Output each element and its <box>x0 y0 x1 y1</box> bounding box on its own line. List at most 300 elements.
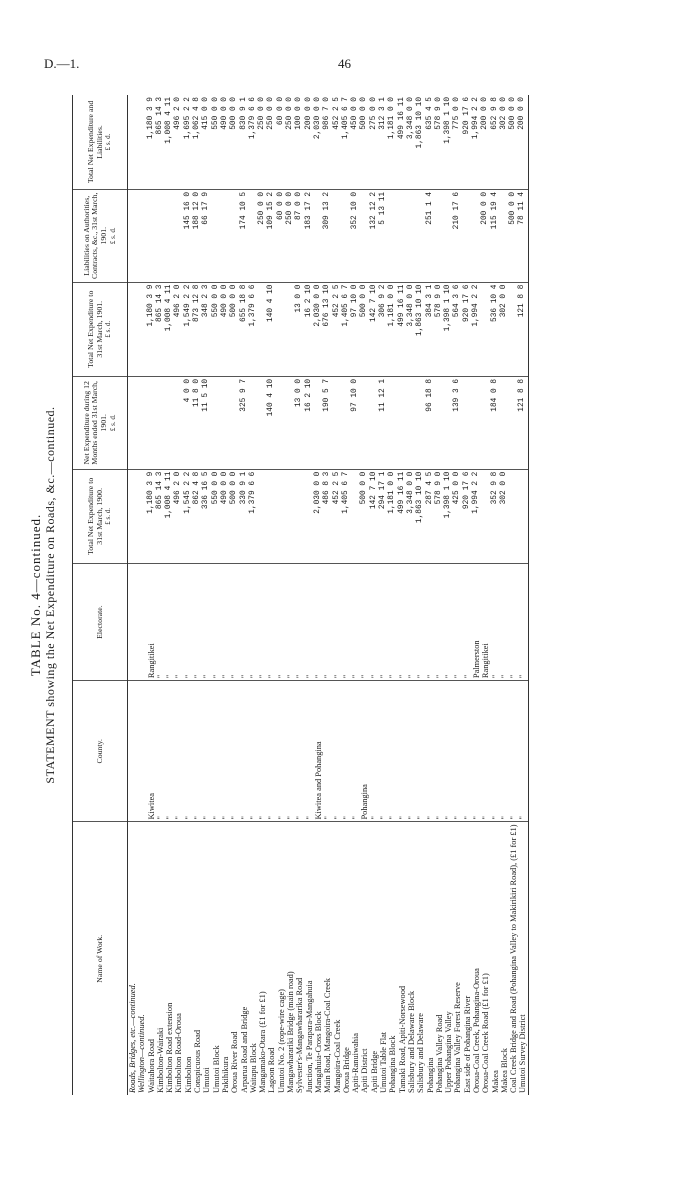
table-cell: " <box>370 681 379 822</box>
table-cell: 452 2 5 <box>333 95 342 189</box>
table-cell: Umutoi Survey District <box>518 822 528 1095</box>
table-row <box>174 95 183 1095</box>
table-cell: " <box>463 681 472 822</box>
table-cell <box>435 189 444 282</box>
table-cell: 1,863 10 10 <box>416 282 425 376</box>
table-cell <box>398 376 407 469</box>
table-row <box>444 95 453 1095</box>
table-cell: " <box>193 681 202 822</box>
table-cell: " <box>165 681 174 822</box>
table-cell <box>333 376 342 469</box>
table-cell: Sylvester's-Mangawhararika Road <box>295 977 305 1093</box>
col-header-county: County. <box>73 681 128 822</box>
table-row <box>398 95 407 1095</box>
table-cell: 16 2 10 <box>305 376 314 469</box>
table-cell: Umutoi No. 2 (rope-wire cage) <box>276 989 286 1093</box>
table-cell: 1,863 10 10 <box>416 469 425 563</box>
table-cell: 496 2 0 <box>174 469 183 563</box>
table-cell: 306 9 2 <box>379 282 388 376</box>
table-cell: " <box>267 681 276 822</box>
table-cell: 1,379 6 6 <box>249 282 258 376</box>
table-cell: 1,695 2 2 <box>184 95 193 189</box>
table-cell: Makea Block <box>499 1048 509 1093</box>
table-cell <box>128 681 138 822</box>
table-cell: " <box>388 681 397 822</box>
table-cell: 1,405 6 7 <box>342 282 351 376</box>
table-cell: Junction, Te Parapara-Mangahuia <box>304 980 314 1093</box>
table-cell: Umutoi Block <box>211 1045 221 1093</box>
table-cell: Lagoon Road <box>267 1047 277 1093</box>
table-cell: 302 0 0 <box>500 95 509 189</box>
table-cell: 500 0 0 <box>230 95 239 189</box>
table-row <box>202 95 211 1095</box>
table-cell: " <box>184 564 193 681</box>
table-cell: Kimbolton <box>183 1056 193 1093</box>
table-cell: 500 0 0 <box>360 95 369 189</box>
table-row <box>351 95 360 1095</box>
table-row <box>388 95 397 1095</box>
table-cell: " <box>444 681 453 822</box>
table-row <box>370 95 379 1095</box>
table-cell: " <box>295 564 304 681</box>
table-cell: " <box>481 681 490 822</box>
table-cell: 3,348 0 0 <box>407 95 416 189</box>
page-number: 46 <box>338 56 351 71</box>
table-cell <box>463 189 472 282</box>
table-row <box>165 95 174 1095</box>
table-cell: Pakihikura <box>220 1056 230 1093</box>
col-header-net-12-months: Net Expenditure during 12 Months ended 31st March, 1901. £ s. d. <box>73 376 128 469</box>
table-cell: " <box>500 681 509 822</box>
table-cell: 188 12 0 <box>193 189 202 282</box>
table-cell: " <box>258 681 267 822</box>
table-cell <box>137 681 146 822</box>
table-cell: Kiwitea <box>147 681 156 822</box>
table-cell <box>388 189 397 282</box>
table-cell: Mangawharariki Bridge (main road) <box>286 971 296 1093</box>
table-cell <box>165 189 174 282</box>
table-cell: 415 0 0 <box>202 95 211 189</box>
table-cell: 3,348 0 0 <box>407 282 416 376</box>
table-cell: " <box>370 564 379 681</box>
table-cell: 676 13 10 <box>323 282 332 376</box>
table-cell: 500 0 0 <box>509 189 518 282</box>
table-cell <box>137 95 146 189</box>
col-header-total-1901: Total Net Expenditure to 31st March, 1901. £ s. d. <box>73 282 128 376</box>
table-cell: 452 2 5 <box>333 469 342 563</box>
col-header-total-1900: Total Net Expenditure to 31st March, 1900. £ s. d. <box>73 469 128 563</box>
table-cell: " <box>351 564 360 681</box>
table-cell: 200 0 0 <box>481 95 490 189</box>
table-cell <box>295 469 304 563</box>
table-cell: Makea <box>490 1070 500 1093</box>
table-cell: 652 9 8 <box>491 95 500 189</box>
table-cell: Kimbolton Road-Oroua <box>174 1013 184 1093</box>
table-cell <box>230 189 239 282</box>
table-cell: 5 13 11 <box>379 189 388 282</box>
table-cell <box>481 469 490 563</box>
table-cell <box>518 469 528 563</box>
table-cell <box>174 189 183 282</box>
table-cell: 499 16 11 <box>398 469 407 563</box>
table-cell: " <box>323 681 332 822</box>
table-cell: " <box>305 681 314 822</box>
table-cell: 384 3 1 <box>426 282 435 376</box>
table-cell: " <box>407 564 416 681</box>
table-cell <box>286 376 295 469</box>
table-cell: 11 8 0 <box>193 376 202 469</box>
table-cell <box>416 189 425 282</box>
table-cell: 536 10 4 <box>491 282 500 376</box>
table-cell <box>342 376 351 469</box>
table-cell <box>128 469 138 563</box>
table-cell: 139 3 6 <box>453 376 462 469</box>
table-cell: 578 9 0 <box>435 282 444 376</box>
table-row <box>221 95 230 1095</box>
table-cell: 2,030 0 0 <box>314 95 323 189</box>
table-cell <box>463 376 472 469</box>
table-cell: 1,008 4 11 <box>165 95 174 189</box>
table-row <box>249 95 258 1095</box>
table-cell: 490 0 0 <box>221 469 230 563</box>
table-cell: Oroua Bridge <box>341 1047 351 1093</box>
table-cell: Umutoi <box>202 1067 212 1093</box>
table-row <box>500 95 509 1095</box>
table-cell: " <box>435 681 444 822</box>
expenditure-table <box>72 95 529 1095</box>
table-cell: 550 0 0 <box>212 469 221 563</box>
table-cell: 302 0 0 <box>500 469 509 563</box>
table-cell: 121 8 8 <box>518 376 528 469</box>
table-row <box>295 95 304 1095</box>
table-cell: 865 14 3 <box>156 469 165 563</box>
table-cell: 302 0 0 <box>500 282 509 376</box>
table-cell: 87 0 0 <box>295 189 304 282</box>
table-cell: 97 10 0 <box>351 282 360 376</box>
table-cell: Waitapu Block <box>248 1043 258 1093</box>
table-title: TABLE No. 4—continued. <box>28 513 43 677</box>
table-cell <box>333 189 342 282</box>
table-header-row <box>73 95 128 1095</box>
table-cell <box>472 376 481 469</box>
table-cell <box>128 376 138 469</box>
table-cell: " <box>518 564 528 681</box>
table-cell: 635 4 5 <box>426 95 435 189</box>
table-cell: 1,181 0 0 <box>388 282 397 376</box>
table-cell: " <box>426 564 435 681</box>
table-cell <box>388 376 397 469</box>
table-cell: 1,181 0 0 <box>388 469 397 563</box>
table-cell: 578 9 0 <box>435 469 444 563</box>
table-cell: Apiti-Ranuiwahia <box>351 1032 361 1093</box>
table-cell: 140 4 10 <box>267 376 276 469</box>
table-cell: 100 0 0 <box>295 95 304 189</box>
table-cell: 11 12 1 <box>379 376 388 469</box>
table-cell: 250 0 0 <box>286 95 295 189</box>
table-cell <box>286 469 295 563</box>
table-cell: " <box>416 564 425 681</box>
col-header-work: Name of Work. <box>73 822 128 1095</box>
table-cell: 145 16 0 <box>184 189 193 282</box>
table-cell <box>481 376 490 469</box>
table-cell <box>500 376 509 469</box>
table-row <box>453 95 462 1095</box>
table-cell: " <box>453 681 462 822</box>
table-cell: 250 0 0 <box>258 95 267 189</box>
table-cell: Apiti Bridge <box>369 1050 379 1093</box>
table-cell: " <box>165 564 174 681</box>
table-cell: " <box>174 681 183 822</box>
table-cell: 1,398 1 10 <box>444 469 453 563</box>
table-cell: " <box>500 564 509 681</box>
table-cell: 200 0 0 <box>481 189 490 282</box>
table-cell: 500 0 0 <box>360 469 369 563</box>
table-cell: 250 0 0 <box>267 95 276 189</box>
table-cell: 425 0 0 <box>453 469 462 563</box>
table-cell: " <box>333 681 342 822</box>
table-cell: 3,348 0 0 <box>407 469 416 563</box>
table-cell <box>314 376 323 469</box>
table-cell <box>314 189 323 282</box>
table-cell: 140 4 10 <box>267 282 276 376</box>
table-cell: 1,181 0 0 <box>388 95 397 189</box>
table-cell: 450 0 0 <box>351 95 360 189</box>
table-cell: 500 0 0 <box>230 282 239 376</box>
table-cell: 830 9 1 <box>240 95 249 189</box>
table-cell: " <box>240 564 249 681</box>
table-cell <box>137 189 146 282</box>
table-cell: " <box>184 681 193 822</box>
table-cell: " <box>360 564 369 681</box>
table-cell: 330 9 1 <box>240 469 249 563</box>
table-cell: 1,994 2 2 <box>472 282 481 376</box>
table-cell: 1,008 4 11 <box>165 282 174 376</box>
table-cell: " <box>416 681 425 822</box>
table-row <box>286 95 295 1095</box>
table-cell: 499 16 11 <box>398 95 407 189</box>
table-cell: " <box>249 564 258 681</box>
table-cell <box>509 469 518 563</box>
table-cell: 16 2 10 <box>305 282 314 376</box>
table-cell: Pohangina Valley Forest Reserve <box>453 982 463 1093</box>
table-cell: 251 1 4 <box>426 189 435 282</box>
table-cell: " <box>509 681 518 822</box>
table-cell <box>444 376 453 469</box>
table-cell <box>165 376 174 469</box>
table-cell: 210 17 6 <box>453 189 462 282</box>
table-cell: 190 5 7 <box>323 376 332 469</box>
table-cell <box>258 282 267 376</box>
table-cell: 200 0 0 <box>305 95 314 189</box>
table-cell <box>212 376 221 469</box>
table-cell: Pohangina <box>360 681 369 822</box>
table-cell: " <box>202 564 211 681</box>
table-cell: 1,994 2 2 <box>472 469 481 563</box>
table-cell: 96 18 8 <box>426 376 435 469</box>
table-cell: 66 17 9 <box>202 189 211 282</box>
table-cell: " <box>221 681 230 822</box>
table-cell: 142 7 10 <box>370 469 379 563</box>
table-cell <box>128 95 138 189</box>
table-cell: Kimbolton-Wairaki <box>155 1027 165 1093</box>
table-cell: 325 9 7 <box>240 376 249 469</box>
table-cell: Oroua-Coal Creek Road (£1 for £1) <box>481 973 491 1093</box>
table-cell: 1,405 6 7 <box>342 469 351 563</box>
table-row <box>193 95 202 1095</box>
table-cell: " <box>342 564 351 681</box>
table-cell <box>277 469 286 563</box>
table-cell: 109 15 2 <box>267 189 276 282</box>
table-cell: 986 7 0 <box>323 95 332 189</box>
table-cell: " <box>435 564 444 681</box>
table-row <box>435 95 444 1095</box>
table-cell <box>286 282 295 376</box>
table-cell: 500 0 0 <box>360 282 369 376</box>
table-cell <box>221 376 230 469</box>
table-cell: " <box>463 564 472 681</box>
table-cell: Main Road, Mangoira-Coal Creek <box>323 978 333 1093</box>
table-cell: 287 4 5 <box>426 469 435 563</box>
table-cell: 873 12 8 <box>193 282 202 376</box>
col-header-electorate: Electorate. <box>73 564 128 681</box>
table-cell <box>481 282 490 376</box>
table-cell: " <box>491 564 500 681</box>
table-cell: 500 0 0 <box>230 469 239 563</box>
table-cell: Coal Creek Bridge and Road (Pohangina Valley to Makirikiri Road), (£1 for £1) <box>509 824 519 1093</box>
table-row <box>333 95 342 1095</box>
table-cell: 578 9 0 <box>435 95 444 189</box>
table-cell: 1,405 6 7 <box>342 95 351 189</box>
table-row <box>267 95 276 1095</box>
table-cell: " <box>398 564 407 681</box>
table-cell: Pohangina <box>425 1057 435 1093</box>
table-cell: 490 0 0 <box>221 282 230 376</box>
table-cell: " <box>314 564 323 681</box>
table-row <box>407 95 416 1095</box>
table-cell: " <box>230 564 239 681</box>
table-row <box>156 95 165 1095</box>
table-cell: " <box>277 564 286 681</box>
table-cell: Palmerston <box>472 564 481 681</box>
table-cell: 1,994 2 2 <box>472 95 481 189</box>
table-cell <box>277 376 286 469</box>
table-cell: " <box>267 564 276 681</box>
table-cell: Rangitikei <box>481 564 490 681</box>
table-cell: Kiwitea and Pohangina <box>314 681 323 822</box>
col-header-total-liabilities: Total Net Expenditure and Liabilities. £ s. d. <box>73 95 128 189</box>
table-cell <box>156 376 165 469</box>
table-cell: " <box>379 564 388 681</box>
table-cell <box>258 376 267 469</box>
table-cell <box>500 189 509 282</box>
table-cell: " <box>351 681 360 822</box>
table-cell: 452 2 5 <box>333 282 342 376</box>
table-cell: Pohangina Block <box>388 1035 398 1093</box>
table-row <box>342 95 351 1095</box>
table-row <box>314 95 323 1095</box>
table-cell: Wellington—continued. <box>137 1014 147 1093</box>
table-cell: " <box>174 564 183 681</box>
table-cell: " <box>472 681 481 822</box>
table-cell: Mangamako-Otara (£1 for £1) <box>258 991 268 1093</box>
table-cell: " <box>295 681 304 822</box>
table-cell: " <box>221 564 230 681</box>
table-cell: 2,030 0 0 <box>314 282 323 376</box>
table-cell: " <box>342 681 351 822</box>
table-row <box>137 95 146 1095</box>
table-cell <box>305 469 314 563</box>
table-cell: 1,545 2 2 <box>184 469 193 563</box>
table-row <box>305 95 314 1095</box>
table-cell: 865 14 3 <box>156 282 165 376</box>
table-cell <box>212 189 221 282</box>
table-cell: 1,549 2 2 <box>184 282 193 376</box>
table-row <box>518 95 528 1095</box>
table-cell: " <box>453 564 462 681</box>
table-cell: Conspicuous Road <box>193 1029 203 1093</box>
table-cell: 500 0 0 <box>509 95 518 189</box>
table-cell: 550 0 0 <box>212 95 221 189</box>
table-cell <box>147 189 156 282</box>
table-row <box>323 95 332 1095</box>
table-cell: Pohangina Valley Road <box>434 1014 444 1093</box>
table-cell <box>351 469 360 563</box>
table-cell: 4 0 0 <box>184 376 193 469</box>
table-cell: Upper Pohangina Valley <box>444 1011 454 1093</box>
table-cell: Oroua River Road <box>230 1031 240 1093</box>
table-cell: 142 7 10 <box>370 282 379 376</box>
table-cell <box>360 376 369 469</box>
table-cell <box>128 564 138 681</box>
table-cell: " <box>202 681 211 822</box>
table-row <box>426 95 435 1095</box>
table-cell: 312 3 1 <box>379 95 388 189</box>
table-cell: " <box>444 564 453 681</box>
table-cell: 775 0 0 <box>453 95 462 189</box>
table-row <box>379 95 388 1095</box>
table-cell: Salisbury and Delaware <box>416 1012 426 1093</box>
table-cell: Mangoira-Coal Creek <box>332 1019 342 1093</box>
table-cell: 78 11 4 <box>518 189 528 282</box>
rotated-table-content <box>30 95 670 1095</box>
table-row <box>509 95 518 1095</box>
table-cell: 1,008 4 11 <box>165 469 174 563</box>
table-row <box>258 95 267 1095</box>
table-cell <box>174 376 183 469</box>
table-cell: East side of Pohangina River <box>462 995 472 1093</box>
table-cell <box>128 282 138 376</box>
table-cell: " <box>407 681 416 822</box>
table-cell: 174 10 5 <box>240 189 249 282</box>
table-cell <box>509 376 518 469</box>
table-cell: " <box>426 681 435 822</box>
table-cell: 1,379 6 6 <box>249 95 258 189</box>
table-row <box>230 95 239 1095</box>
table-cell: " <box>379 681 388 822</box>
table-statement: STATEMENT showing the Net Expenditure on Roads, &c.—continued. <box>43 406 57 784</box>
table-cell: Oroua-Coal Creek, Pohangina-Oroua <box>471 968 481 1093</box>
table-cell: 121 8 8 <box>518 282 528 376</box>
table-cell: 1,180 3 9 <box>147 282 156 376</box>
table-cell: 920 17 6 <box>463 469 472 563</box>
table-cell <box>370 376 379 469</box>
table-cell: 1,398 1 10 <box>444 95 453 189</box>
table-cell: 60 0 0 <box>277 95 286 189</box>
table-cell <box>137 564 146 681</box>
table-cell: 336 16 5 <box>202 469 211 563</box>
table-row <box>240 95 249 1095</box>
table-cell: 1,062 4 8 <box>193 95 202 189</box>
